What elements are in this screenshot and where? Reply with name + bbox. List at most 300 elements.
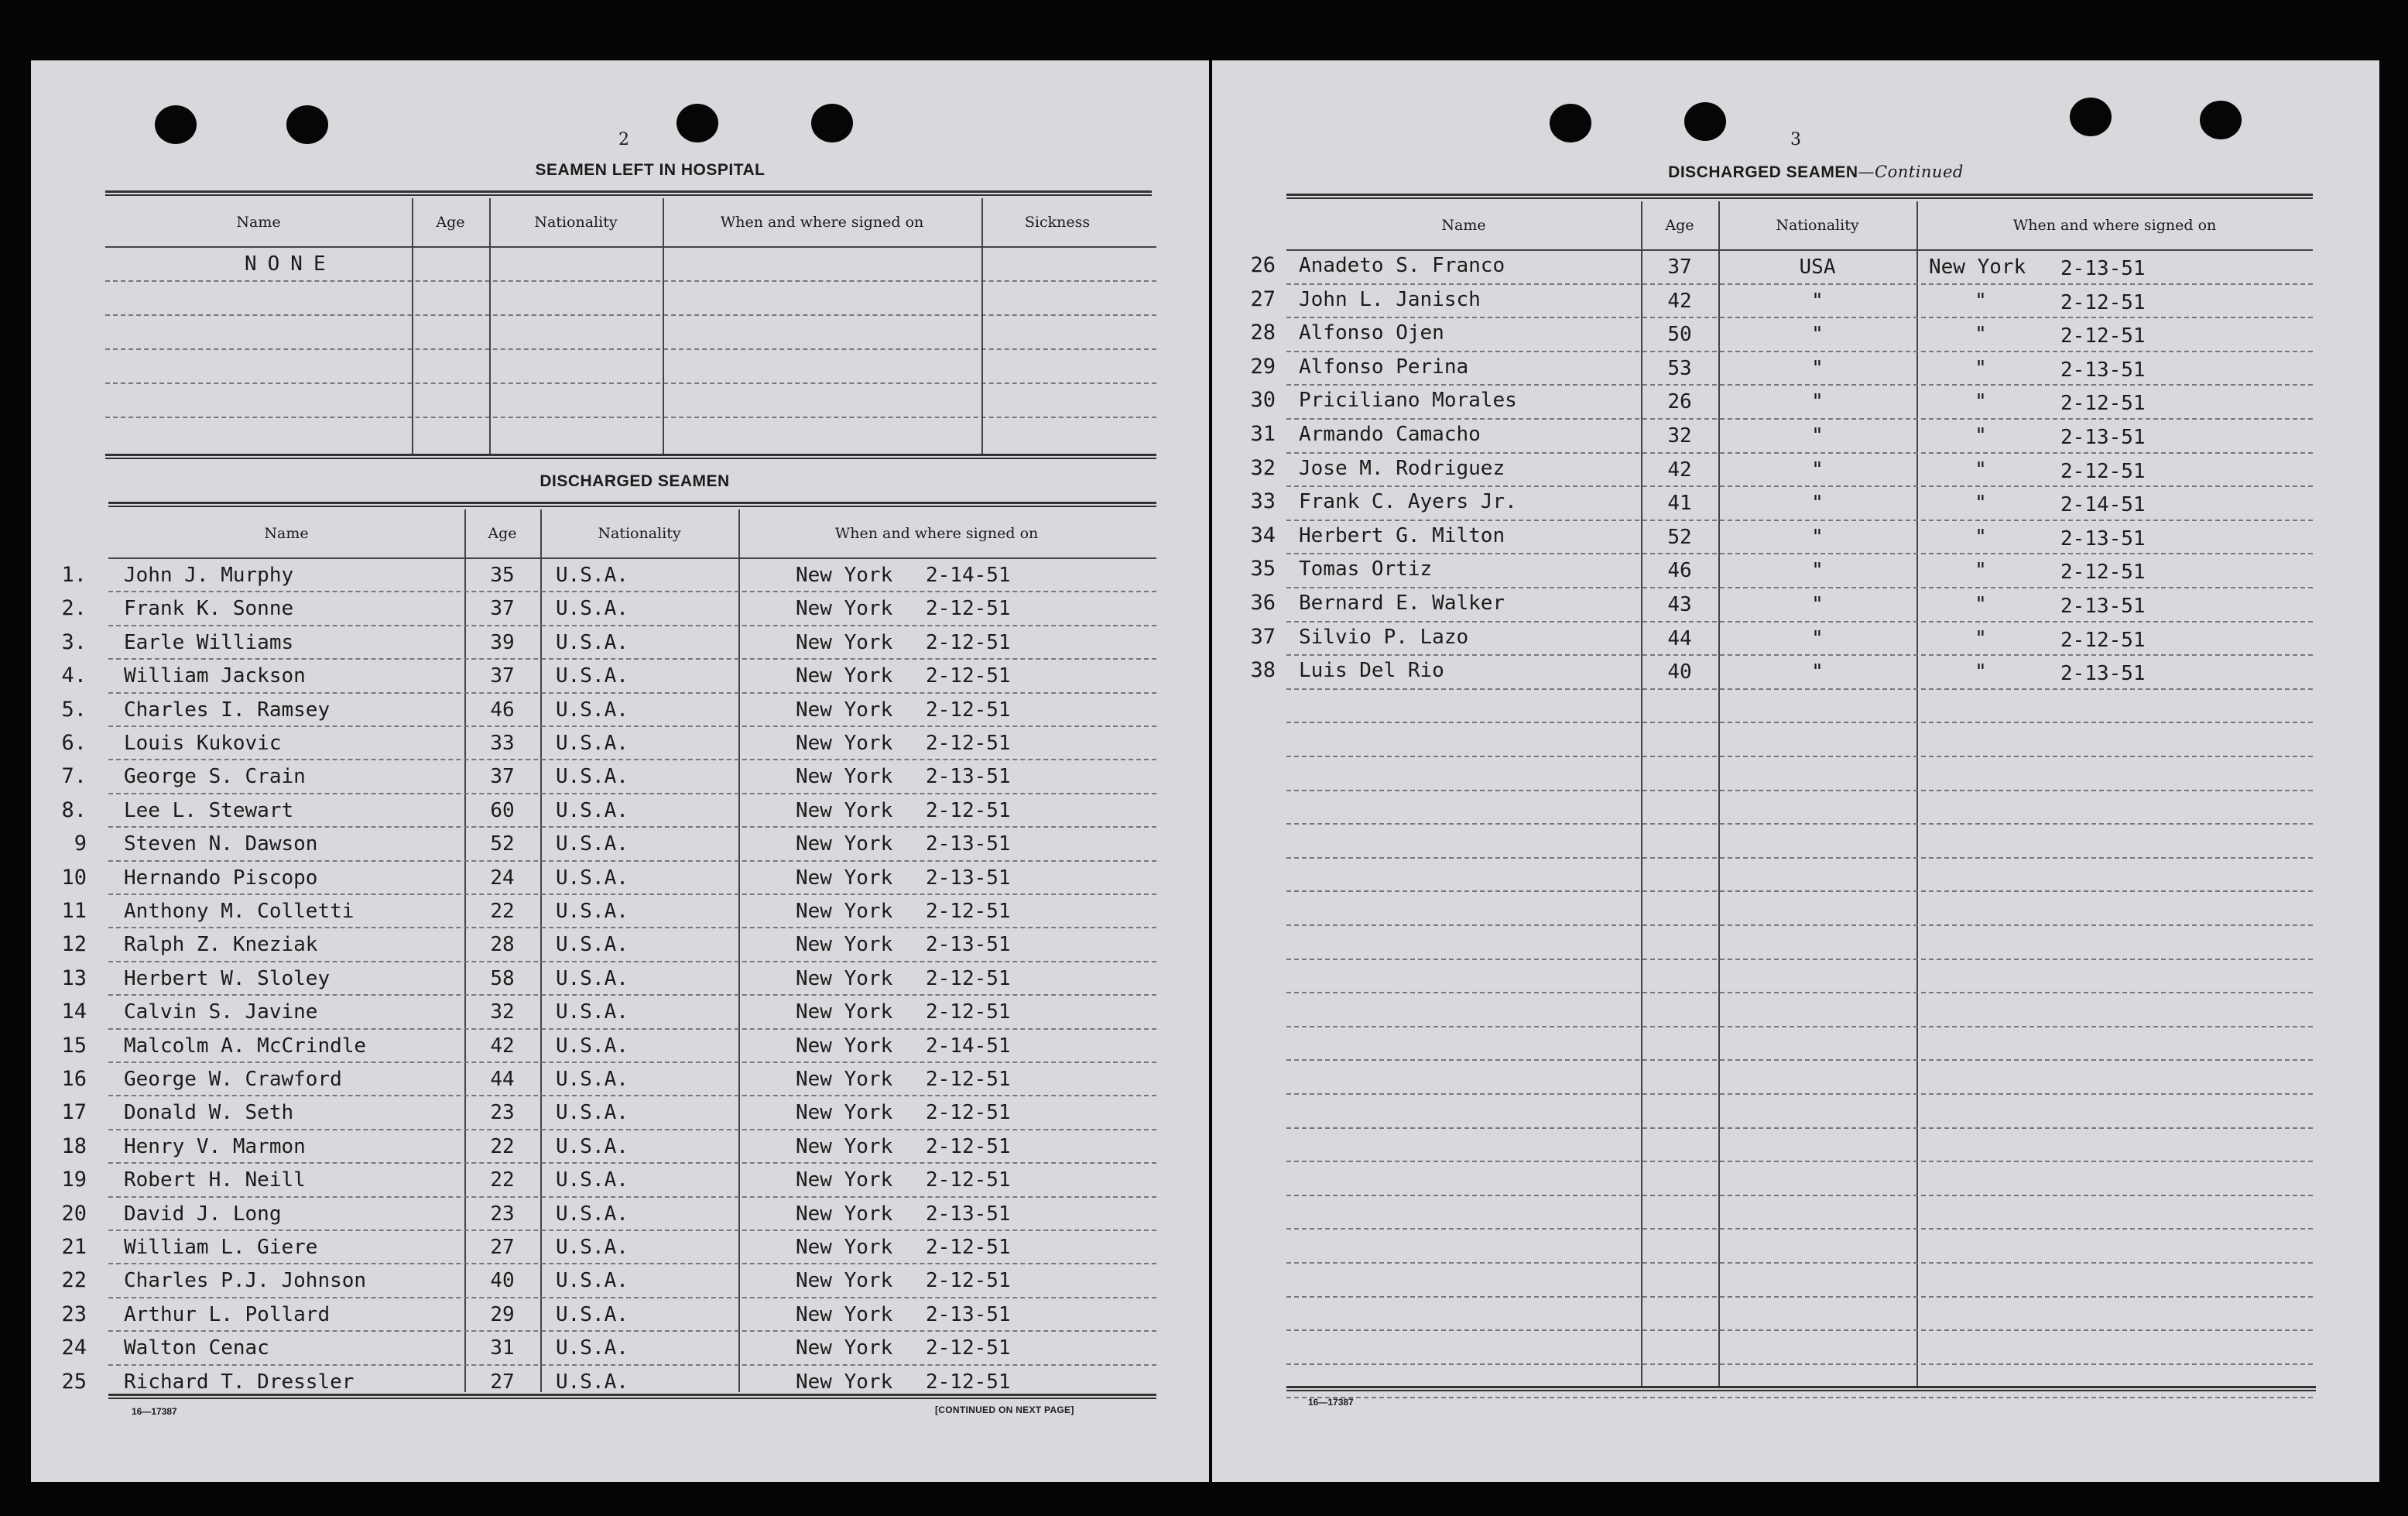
table-row <box>61 1095 1156 1128</box>
discharged-title: DISCHARGED SEAMEN <box>539 472 730 490</box>
row-line <box>105 314 1156 316</box>
col-header-name: Name <box>264 525 309 542</box>
signed-on-place: New York <box>796 564 893 587</box>
punch-hole <box>1684 102 1726 141</box>
row-line <box>1286 890 2313 892</box>
seaman-nationality: USA <box>1799 256 1836 279</box>
signed-on-place: New York <box>796 798 893 822</box>
col-line <box>663 198 664 454</box>
table-row <box>1250 249 2313 283</box>
seaman-nationality: U.S.A. <box>556 1370 629 1394</box>
row-number: 18 <box>61 1134 87 1158</box>
rule <box>1286 194 2313 199</box>
seaman-age: 53 <box>1667 356 1692 380</box>
row-line <box>1286 1127 2313 1129</box>
signed-on-place: New York <box>796 1000 893 1024</box>
signed-on-date: 2-14-51 <box>2060 493 2146 517</box>
seaman-age: 37 <box>490 597 515 621</box>
signed-on-date: 2-13-51 <box>926 933 1011 957</box>
seaman-age: 52 <box>490 832 515 856</box>
col-header-nationality: Nationality <box>534 214 618 231</box>
signed-on-place: New York <box>796 1302 893 1326</box>
signed-on-place: " <box>1975 458 1987 482</box>
signed-on-date: 2-13-51 <box>926 832 1011 856</box>
punch-hole <box>2070 98 2112 136</box>
hospital-table <box>105 198 1156 454</box>
seaman-age: 27 <box>490 1370 515 1394</box>
signed-on-date: 2-13-51 <box>2060 426 2146 449</box>
seaman-age: 31 <box>490 1336 515 1360</box>
seaman-nationality: " <box>1811 458 1824 482</box>
seaman-name: David J. Long <box>124 1202 282 1226</box>
seaman-nationality: U.S.A. <box>556 698 629 722</box>
row-line <box>1286 1059 2313 1061</box>
seaman-nationality: U.S.A. <box>556 765 629 789</box>
signed-on-date: 2-14-51 <box>926 1034 1011 1058</box>
seaman-nationality: U.S.A. <box>556 966 629 990</box>
signed-on-place: New York <box>796 1134 893 1158</box>
signed-on-date: 2-12-51 <box>2060 459 2146 483</box>
table-row <box>61 1230 1156 1263</box>
seaman-age: 40 <box>490 1269 515 1293</box>
signed-on-date: 2-12-51 <box>926 1068 1011 1091</box>
seaman-name: Priciliano Morales <box>1299 389 1517 413</box>
table-row <box>1250 418 2313 452</box>
punch-hole <box>811 104 853 142</box>
row-number: 38 <box>1250 658 1276 683</box>
signed-on-date: 2-12-51 <box>926 900 1011 923</box>
seaman-name: Steven N. Dawson <box>124 832 318 856</box>
row-line <box>1286 1195 2313 1196</box>
seaman-age: 42 <box>1667 458 1692 482</box>
discharged-continued-title: DISCHARGED SEAMEN—Continued <box>1668 163 1964 181</box>
punch-hole <box>155 105 197 144</box>
seaman-name: Alfonso Perina <box>1299 355 1469 379</box>
signed-on-place: New York <box>796 966 893 990</box>
col-header-signed-on: When and where signed on <box>720 214 924 231</box>
signed-on-place: New York <box>796 1168 893 1192</box>
signed-on-date: 2-14-51 <box>926 564 1011 587</box>
signed-on-place: New York <box>796 1202 893 1226</box>
signed-on-place: New York <box>796 1101 893 1125</box>
col-header-nationality: Nationality <box>1776 217 1859 234</box>
table-row <box>1250 520 2313 554</box>
seaman-name: Luis Del Rio <box>1299 659 1444 683</box>
seaman-nationality: U.S.A. <box>556 1034 629 1058</box>
row-line <box>1286 1093 2313 1095</box>
col-header-age: Age <box>436 214 465 231</box>
seaman-age: 41 <box>1667 492 1692 516</box>
row-number: 17 <box>61 1100 87 1125</box>
seaman-name: Anthony M. Colletti <box>124 900 355 923</box>
row-line <box>1286 924 2313 926</box>
rule <box>105 454 1156 459</box>
row-line <box>1286 1262 2313 1264</box>
seaman-nationality: U.S.A. <box>556 1134 629 1158</box>
row-number: 22 <box>61 1268 87 1293</box>
table-row <box>1250 452 2313 486</box>
row-line <box>105 348 1156 350</box>
seaman-age: 32 <box>1667 424 1692 448</box>
col-header-nationality: Nationality <box>598 525 681 542</box>
seaman-nationality: " <box>1811 593 1824 616</box>
page-number: 2 <box>618 130 629 149</box>
row-number: 31 <box>1250 422 1276 446</box>
seaman-age: 22 <box>490 900 515 923</box>
row-line <box>1286 1329 2313 1331</box>
table-row <box>61 1162 1156 1195</box>
signed-on-date: 2-12-51 <box>926 1000 1011 1024</box>
signed-on-date: 2-13-51 <box>2060 358 2146 382</box>
table-row <box>61 1062 1156 1095</box>
signed-on-date: 2-13-51 <box>2060 526 2146 550</box>
row-line <box>1286 1228 2313 1230</box>
seaman-name: Charles I. Ramsey <box>124 698 331 722</box>
signed-on-place: " <box>1975 593 1987 616</box>
seaman-nationality: " <box>1811 424 1824 448</box>
seaman-name: Armando Camacho <box>1299 423 1481 446</box>
row-number: 15 <box>61 1033 87 1058</box>
table-row <box>61 1330 1156 1363</box>
seaman-age: 43 <box>1667 593 1692 616</box>
seaman-nationality: U.S.A. <box>556 1336 629 1360</box>
table-row <box>61 591 1156 624</box>
seaman-name: Henry V. Marmon <box>124 1134 306 1158</box>
seaman-name: William L. Giere <box>124 1236 318 1259</box>
seaman-nationality: U.S.A. <box>556 732 629 755</box>
col-line <box>489 198 491 454</box>
seaman-name: Malcolm A. McCrindle <box>124 1034 367 1058</box>
seaman-nationality: U.S.A. <box>556 933 629 957</box>
row-number: 16 <box>61 1067 87 1091</box>
signed-on-place: New York <box>796 630 893 654</box>
col-line <box>412 198 413 454</box>
table-row <box>61 961 1156 994</box>
seaman-name: Silvio P. Lazo <box>1299 625 1469 649</box>
seaman-age: 60 <box>490 798 515 822</box>
discharged-continued-table <box>1250 201 2313 1386</box>
seaman-age: 27 <box>490 1236 515 1259</box>
row-number: 30 <box>1250 388 1276 413</box>
seaman-age: 22 <box>490 1134 515 1158</box>
row-line <box>105 382 1156 384</box>
seaman-age: 22 <box>490 1168 515 1192</box>
seaman-nationality: U.S.A. <box>556 1000 629 1024</box>
table-row <box>61 1364 1156 1398</box>
row-number: 6. <box>61 731 87 755</box>
table-row <box>1250 621 2313 655</box>
seaman-nationality: " <box>1811 525 1824 549</box>
seaman-nationality: U.S.A. <box>556 866 629 890</box>
seaman-age: 52 <box>1667 525 1692 549</box>
row-number: 35 <box>1250 557 1276 581</box>
left-page <box>31 60 1209 1482</box>
signed-on-date: 2-12-51 <box>926 698 1011 722</box>
seaman-nationality: U.S.A. <box>556 564 629 587</box>
row-number: 3. <box>61 629 87 654</box>
seaman-age: 37 <box>490 664 515 688</box>
seaman-age: 24 <box>490 866 515 890</box>
seaman-nationality: " <box>1811 559 1824 583</box>
row-number: 9 <box>74 832 87 856</box>
row-number: 19 <box>61 1168 87 1192</box>
row-number: 26 <box>1250 253 1276 277</box>
col-header-sickness: Sickness <box>1024 214 1091 231</box>
form-id: 16—17387 <box>1308 1397 1354 1408</box>
signed-on-place: New York <box>796 664 893 688</box>
form-id: 16—17387 <box>132 1406 177 1417</box>
signed-on-place: New York <box>796 732 893 755</box>
signed-on-date: 2-12-51 <box>926 798 1011 822</box>
table-row <box>61 1263 1156 1296</box>
seaman-name: Lee L. Stewart <box>124 798 294 822</box>
seaman-age: 33 <box>490 732 515 755</box>
row-number: 4. <box>61 664 87 688</box>
seaman-name: Anadeto S. Franco <box>1299 254 1505 277</box>
row-number: 5. <box>61 697 87 722</box>
seaman-age: 35 <box>490 564 515 587</box>
seaman-age: 23 <box>490 1101 515 1125</box>
seaman-age: 26 <box>1667 390 1692 414</box>
seaman-nationality: U.S.A. <box>556 900 629 923</box>
signed-on-date: 2-12-51 <box>926 1236 1011 1259</box>
seaman-name: John L. Janisch <box>1299 287 1481 311</box>
seaman-age: 46 <box>1667 559 1692 583</box>
signed-on-place: New York <box>1929 256 2026 279</box>
seaman-nationality: " <box>1811 289 1824 313</box>
row-line <box>1286 722 2313 723</box>
seaman-nationality: " <box>1811 356 1824 380</box>
signed-on-date: 2-12-51 <box>926 1168 1011 1192</box>
row-number: 32 <box>1250 455 1276 480</box>
row-number: 8. <box>61 797 87 822</box>
col-header-name: Name <box>236 214 281 231</box>
table-row <box>61 658 1156 691</box>
signed-on-date: 2-12-51 <box>926 1269 1011 1293</box>
page-number: 3 <box>1790 130 1801 149</box>
rule <box>1286 1386 2316 1391</box>
signed-on-date: 2-13-51 <box>926 866 1011 890</box>
seaman-name: Bernard E. Walker <box>1299 592 1505 615</box>
row-number: 29 <box>1250 354 1276 379</box>
row-line <box>105 246 1156 248</box>
signed-on-date: 2-12-51 <box>926 1134 1011 1158</box>
seaman-age: 39 <box>490 630 515 654</box>
table-row <box>1250 553 2313 587</box>
seaman-age: 28 <box>490 933 515 957</box>
col-header-age: Age <box>488 525 517 542</box>
signed-on-date: 2-12-51 <box>926 966 1011 990</box>
signed-on-date: 2-12-51 <box>2060 290 2146 314</box>
table-row <box>61 625 1156 658</box>
signed-on-date: 2-12-51 <box>926 732 1011 755</box>
signed-on-place: " <box>1975 323 1987 347</box>
signed-on-date: 2-12-51 <box>2060 628 2146 652</box>
seaman-nationality: U.S.A. <box>556 664 629 688</box>
row-number: 28 <box>1250 321 1276 345</box>
seaman-age: 23 <box>490 1202 515 1226</box>
table-row <box>1250 587 2313 621</box>
table-row <box>61 557 1156 591</box>
col-header-signed-on: When and where signed on <box>2012 217 2217 234</box>
seaman-nationality: U.S.A. <box>556 832 629 856</box>
seaman-name: Arthur L. Pollard <box>124 1302 331 1326</box>
seaman-age: 37 <box>1667 256 1692 279</box>
seaman-nationality: U.S.A. <box>556 1168 629 1192</box>
signed-on-place: New York <box>796 1068 893 1091</box>
seaman-nationality: U.S.A. <box>556 1236 629 1259</box>
table-row <box>61 1196 1156 1230</box>
table-row <box>61 1129 1156 1162</box>
seaman-nationality: U.S.A. <box>556 1068 629 1091</box>
row-number: 11 <box>61 899 87 923</box>
seaman-name: Donald W. Seth <box>124 1101 294 1125</box>
seaman-nationality: U.S.A. <box>556 1269 629 1293</box>
signed-on-date: 2-12-51 <box>2060 392 2146 416</box>
row-number: 24 <box>61 1336 87 1360</box>
signed-on-place: New York <box>796 698 893 722</box>
hospital-none-entry: NONE <box>245 252 337 276</box>
signed-on-date: 2-12-51 <box>926 1336 1011 1360</box>
rule <box>108 502 1156 507</box>
continued-note: [CONTINUED ON NEXT PAGE] <box>935 1405 1074 1415</box>
table-row <box>61 1028 1156 1062</box>
punch-hole <box>677 104 718 142</box>
signed-on-place: " <box>1975 424 1987 448</box>
seaman-age: 58 <box>490 966 515 990</box>
seaman-name: Hernando Piscopo <box>124 866 318 890</box>
row-number: 14 <box>61 1000 87 1024</box>
signed-on-place: " <box>1975 626 1987 650</box>
signed-on-place: New York <box>796 597 893 621</box>
right-page <box>1212 60 2379 1482</box>
row-number: 36 <box>1250 591 1276 615</box>
table-row <box>61 1297 1156 1330</box>
row-number: 1. <box>61 563 87 587</box>
row-number: 7. <box>61 764 87 789</box>
seaman-nationality: " <box>1811 492 1824 516</box>
seaman-age: 40 <box>1667 660 1692 684</box>
signed-on-place: New York <box>796 765 893 789</box>
row-line <box>1286 959 2313 960</box>
signed-on-place: New York <box>796 866 893 890</box>
signed-on-date: 2-12-51 <box>926 1370 1011 1394</box>
seaman-name: William Jackson <box>124 664 306 688</box>
hospital-title: SEAMEN LEFT IN HOSPITAL <box>535 161 766 179</box>
table-row <box>1250 283 2313 317</box>
seaman-nationality: " <box>1811 323 1824 347</box>
seaman-name: Tomas Ortiz <box>1299 557 1433 581</box>
table-row <box>61 860 1156 893</box>
seaman-age: 42 <box>1667 289 1692 313</box>
signed-on-place: New York <box>796 1269 893 1293</box>
seaman-age: 46 <box>490 698 515 722</box>
seaman-name: George S. Crain <box>124 765 306 789</box>
seaman-name: Walton Cenac <box>124 1336 269 1360</box>
table-row <box>1250 654 2313 688</box>
table-row <box>61 927 1156 960</box>
signed-on-place: New York <box>796 1336 893 1360</box>
row-number: 37 <box>1250 624 1276 649</box>
signed-on-date: 2-12-51 <box>926 664 1011 688</box>
row-line <box>1286 823 2313 825</box>
row-number: 10 <box>61 865 87 890</box>
seaman-age: 29 <box>490 1302 515 1326</box>
signed-on-place: " <box>1975 559 1987 583</box>
row-line <box>1286 756 2313 757</box>
seaman-name: Herbert G. Milton <box>1299 523 1505 547</box>
seaman-nationality: U.S.A. <box>556 597 629 621</box>
seaman-age: 32 <box>490 1000 515 1024</box>
table-row <box>1250 351 2313 385</box>
signed-on-place: New York <box>796 1370 893 1394</box>
punch-hole <box>1550 104 1591 142</box>
row-number: 27 <box>1250 286 1276 311</box>
signed-on-date: 2-13-51 <box>926 765 1011 789</box>
rule <box>108 1394 1156 1399</box>
seaman-nationality: U.S.A. <box>556 630 629 654</box>
punch-hole <box>286 105 328 144</box>
table-row <box>1250 485 2313 520</box>
col-header-name: Name <box>1441 217 1486 234</box>
seaman-age: 44 <box>1667 626 1692 650</box>
row-line <box>1286 1397 2313 1398</box>
seaman-nationality: U.S.A. <box>556 1101 629 1125</box>
signed-on-place: " <box>1975 492 1987 516</box>
seaman-name: Ralph Z. Kneziak <box>124 933 318 957</box>
seaman-name: John J. Murphy <box>124 564 294 587</box>
seaman-name: Calvin S. Javine <box>124 1000 318 1024</box>
row-line <box>1286 790 2313 791</box>
col-header-signed-on: When and where signed on <box>834 525 1039 542</box>
signed-on-place: " <box>1975 289 1987 313</box>
row-number: 21 <box>61 1235 87 1259</box>
signed-on-date: 2-12-51 <box>2060 561 2146 585</box>
seaman-age: 50 <box>1667 323 1692 347</box>
row-line <box>105 280 1156 282</box>
signed-on-place: New York <box>796 832 893 856</box>
signed-on-place: " <box>1975 660 1987 684</box>
seaman-age: 37 <box>490 765 515 789</box>
row-line <box>1286 1363 2313 1365</box>
punch-hole <box>2200 101 2242 139</box>
seaman-nationality: " <box>1811 390 1824 414</box>
row-number: 23 <box>61 1302 87 1326</box>
seaman-name: Earle Williams <box>124 630 294 654</box>
signed-on-date: 2-13-51 <box>926 1202 1011 1226</box>
row-line <box>105 417 1156 418</box>
discharged-table <box>61 509 1156 1394</box>
signed-on-place: " <box>1975 390 1987 414</box>
signed-on-date: 2-13-51 <box>2060 257 2146 280</box>
seaman-age: 42 <box>490 1034 515 1058</box>
row-number: 20 <box>61 1201 87 1226</box>
table-row <box>61 994 1156 1027</box>
seaman-nationality: U.S.A. <box>556 1202 629 1226</box>
seaman-name: Jose M. Rodriguez <box>1299 456 1505 480</box>
signed-on-date: 2-13-51 <box>2060 595 2146 618</box>
seaman-nationality: " <box>1811 626 1824 650</box>
seaman-name: Frank K. Sonne <box>124 597 294 621</box>
seaman-name: Louis Kukovic <box>124 732 282 755</box>
table-row <box>61 759 1156 792</box>
row-number: 34 <box>1250 523 1276 547</box>
signed-on-date: 2-12-51 <box>926 630 1011 654</box>
seaman-nationality: " <box>1811 660 1824 684</box>
signed-on-date: 2-13-51 <box>2060 662 2146 686</box>
row-number: 2. <box>61 596 87 621</box>
row-line <box>1286 688 2313 690</box>
